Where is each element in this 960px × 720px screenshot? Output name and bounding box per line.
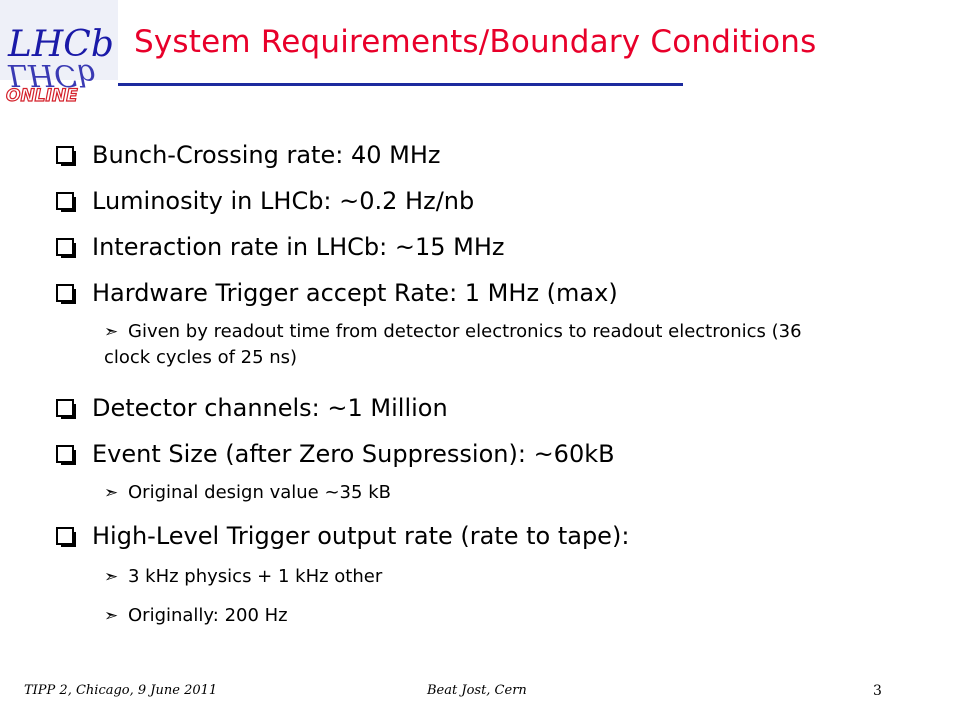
logo-lhcb-text: LHCb xyxy=(8,24,114,65)
checkbox-bullet-icon xyxy=(56,190,78,212)
logo-graphic xyxy=(0,0,118,104)
sub-bullet-text: Originally: 200 Hz xyxy=(128,605,288,626)
arrow-bullet-icon: ➣ xyxy=(104,483,119,503)
footer-conference: TIPP 2, Chicago, 9 June 2011 xyxy=(24,683,218,698)
checkbox-bullet-icon xyxy=(56,144,78,166)
sub-bullet-item xyxy=(104,566,382,587)
sub-bullet-item xyxy=(104,482,391,503)
checkbox-bullet-icon xyxy=(56,397,78,419)
logo-online-text: ONLINE xyxy=(6,86,78,104)
title-underline xyxy=(118,83,683,86)
checkbox-bullet-icon xyxy=(56,236,78,258)
sub-bullet-item xyxy=(104,319,824,371)
sub-bullet-text: Given by readout time from detector electronics to readout electronics (36 clock cycles of 25 ns) xyxy=(104,321,802,368)
arrow-bullet-icon: ➣ xyxy=(104,567,119,587)
bullet-text: Hardware Trigger accept Rate: 1 MHz (max) xyxy=(92,279,618,307)
bullet-text: Bunch-Crossing rate: 40 MHz xyxy=(92,141,441,169)
sub-bullet-item xyxy=(104,605,288,626)
bullet-text: Luminosity in LHCb: ~0.2 Hz/nb xyxy=(92,187,475,215)
bullet-item xyxy=(56,141,440,169)
footer-author: Beat Jost, Cern xyxy=(427,683,527,698)
bullet-item xyxy=(56,233,504,261)
checkbox-bullet-icon xyxy=(56,443,78,465)
sub-bullet-text: 3 kHz physics + 1 kHz other xyxy=(128,566,383,587)
bullet-item xyxy=(56,440,615,468)
page-number: 3 xyxy=(873,683,882,699)
bullet-item xyxy=(56,394,448,422)
logo-lhcb-mirror-text: LHCb xyxy=(8,57,97,92)
slide-title: System Requirements/Boundary Conditions xyxy=(134,24,817,60)
lhcb-online-logo xyxy=(0,0,118,104)
bullet-item xyxy=(56,279,618,307)
bullet-item xyxy=(56,187,474,215)
sub-bullet-text: Original design value ~35 kB xyxy=(128,482,391,503)
arrow-bullet-icon: ➣ xyxy=(104,322,119,342)
bullet-text: High-Level Trigger output rate (rate to tape): xyxy=(92,522,630,550)
checkbox-bullet-icon xyxy=(56,525,78,547)
bullet-text: Detector channels: ~1 Million xyxy=(92,394,448,422)
bullet-item xyxy=(56,522,629,550)
arrow-bullet-icon: ➣ xyxy=(104,606,119,626)
bullet-text: Interaction rate in LHCb: ~15 MHz xyxy=(92,233,505,261)
checkbox-bullet-icon xyxy=(56,282,78,304)
bullet-text: Event Size (after Zero Suppression): ~60kB xyxy=(92,440,615,468)
